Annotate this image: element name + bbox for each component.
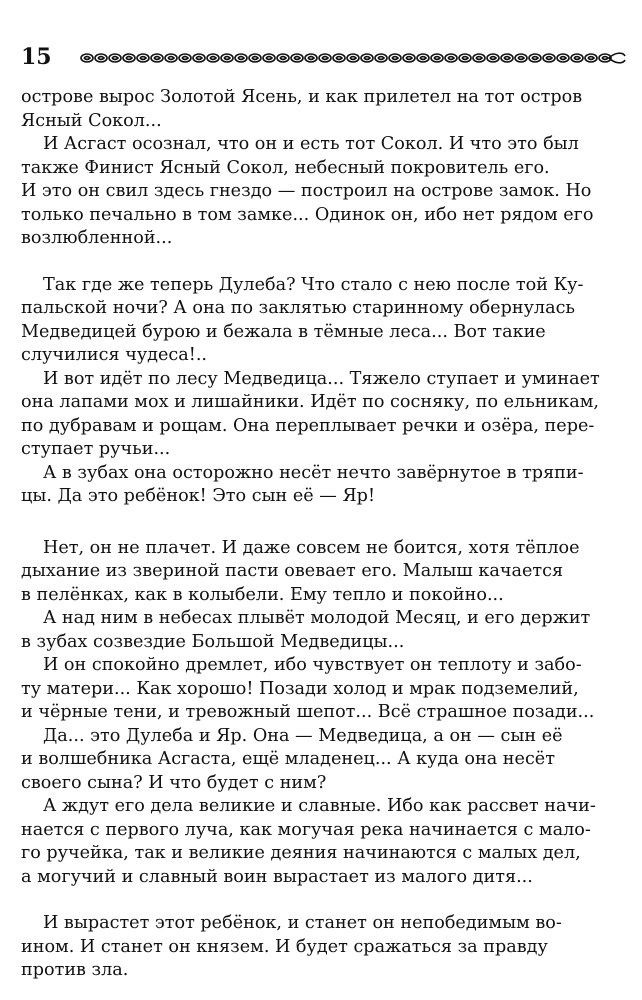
ornament-link [123, 54, 135, 62]
ornament-link [571, 54, 583, 62]
text-line: Так где же теперь Дулеба? Что стало с нею после той Ку- [43, 274, 584, 295]
text-line: А в зубах она осторожно несёт нечто завёрнутое в тряпи- [43, 462, 584, 483]
paragraph [21, 86, 623, 133]
paragraph [21, 725, 623, 796]
ornament-link [193, 54, 205, 62]
ornament-link-inner [462, 57, 468, 60]
ornament-link-inner [182, 57, 188, 60]
text-line: возлюбленной... [21, 228, 173, 248]
ornament-link-inner [378, 57, 384, 60]
decorative-border-ornament [79, 50, 627, 66]
ornament-link [249, 54, 261, 62]
paragraph [21, 795, 623, 889]
ornament-link [207, 54, 219, 62]
text-line: И Асгаст осознал, что он и есть тот Сокол. И что это был [43, 134, 579, 154]
ornament-link-inner [602, 57, 608, 60]
ornament-link-inner [448, 57, 454, 60]
paragraph-spacer [21, 889, 623, 912]
ornament-link-inner [546, 57, 552, 60]
ornament-link-inner [504, 57, 510, 60]
ornament-link-inner [210, 57, 216, 60]
ornament-link [137, 54, 149, 62]
ornament-link [333, 54, 345, 62]
ornament-link [277, 54, 289, 62]
ornament-link-inner [364, 57, 370, 60]
text-line: своего сына? И что будет с ним? [21, 772, 327, 793]
ornament-link [95, 54, 107, 62]
text-line: Да... это Дулеба и Яр. Она — Медведица, а он — сын её [43, 725, 563, 746]
ornament-link [319, 54, 331, 62]
ornament-link-inner [406, 57, 412, 60]
ornament-link-inner [476, 57, 482, 60]
text-line: Ясный Сокол... [21, 110, 162, 131]
ornament-link [585, 54, 597, 62]
text-line: ступает ручьи... [21, 439, 171, 459]
paragraph [21, 133, 623, 251]
ornament-link [431, 54, 443, 62]
ornament-link [403, 54, 415, 62]
ornament-link-inner [560, 57, 566, 60]
ornament-link [81, 54, 93, 62]
ornament-link [529, 54, 541, 62]
ornament-link [165, 54, 177, 62]
paragraph-spacer [21, 509, 623, 537]
text-line: в зубах созвездие Большой Медведицы... [21, 631, 405, 652]
ornament-link-inner [308, 57, 314, 60]
ornament-link [305, 54, 317, 62]
ornament-link [389, 54, 401, 62]
text-line: она лапами мох и лишайники. Идёт по сосняку, по ельникам, [21, 392, 600, 412]
ornament-link-inner [224, 57, 230, 60]
ornament-link-inner [420, 57, 426, 60]
page-number: 15 [21, 44, 52, 70]
text-line: Медведицей бурою и бежала в тёмные леса... Вот такие [21, 321, 546, 342]
ornament-link [543, 54, 555, 62]
ornament-link-inner [112, 57, 118, 60]
page-header [21, 44, 621, 74]
ornament-link-inner [574, 57, 580, 60]
ornament-link [151, 54, 163, 62]
ornament-link-inner [434, 57, 440, 60]
ornament-link-inner [392, 57, 398, 60]
ornament-link [501, 54, 513, 62]
ornament-link [179, 54, 191, 62]
ornament-link-inner [280, 57, 286, 60]
ornament-link [361, 54, 373, 62]
ornament-link [487, 54, 499, 62]
ornament-link [557, 54, 569, 62]
ornament-link [235, 54, 247, 62]
ornament-link [417, 54, 429, 62]
ornament-link [459, 54, 471, 62]
text-line: И вот идёт по лесу Медведица... Тяжело ступает и уминает [43, 368, 600, 389]
ornament-link-inner [336, 57, 342, 60]
ornament-link [445, 54, 457, 62]
ornament-link [291, 54, 303, 62]
text-line: Нет, он не плачет. И даже совсем не боится, хотя тёплое [43, 537, 580, 558]
paragraph [21, 368, 623, 462]
ornament-link-inner [266, 57, 272, 60]
ornament-link-inner [154, 57, 160, 60]
text-line: по дубравам и рощам. Она переплывает речки и озёра, пере- [21, 415, 595, 436]
text-line: против зла. [21, 960, 129, 980]
ornament-link-inner [350, 57, 356, 60]
text-line: нается с первого луча, как могучая река начинается с мало- [21, 819, 591, 840]
text-line: И вырастет этот ребёнок, и станет он непобедимым во- [43, 913, 562, 933]
ornament-link [515, 54, 527, 62]
paragraph [21, 607, 623, 654]
ornament-link-inner [518, 57, 524, 60]
paragraph [21, 654, 623, 725]
text-line: а могучий и славный воин вырастает из малого дитя... [21, 866, 533, 887]
ornament-link-inner [294, 57, 300, 60]
ornament-link [263, 54, 275, 62]
text-line: острове вырос Золотой Ясень, и как прилетел на тот остров [21, 87, 583, 107]
paragraph [21, 537, 623, 608]
ornament-link-inner [490, 57, 496, 60]
ornament-link [109, 54, 121, 62]
text-line: и чёрные тени, и тревожный шепот... Всё страшное позади... [21, 702, 595, 722]
ornament-link-inner [84, 57, 90, 60]
paragraph [21, 274, 623, 368]
text-line: А ждут его дела великие и славные. Ибо как рассвет начи- [43, 796, 596, 816]
ornament-link-inner [168, 57, 174, 60]
text-line: И он спокойно дремлет, ибо чувствует он теплоту и забо- [43, 655, 582, 675]
ornament-link [221, 54, 233, 62]
text-line: И это он свил здесь гнездо — построил на острове замок. Но [21, 181, 592, 201]
ornament-link-inner [238, 57, 244, 60]
ornament-link-inner [322, 57, 328, 60]
paragraph-spacer [21, 251, 623, 274]
ornament-link [375, 54, 387, 62]
text-line: дыхание из звериной пасти овевает его. Малыш качается [21, 561, 564, 581]
body-text [21, 86, 623, 983]
ornament-link-inner [98, 57, 104, 60]
ornament-link-inner [532, 57, 538, 60]
ornament-link-inner [140, 57, 146, 60]
ornament-link-inner [252, 57, 258, 60]
text-line: также Финист Ясный Сокол, небесный покровитель его. [21, 157, 550, 178]
text-line: пальской ночи? А она по заклятью старинному обернулась [21, 298, 576, 318]
text-line: случилися чудеса!.. [21, 345, 208, 365]
text-line: го ручейка, так и великие деяния начинаются с малых дел, [21, 843, 581, 863]
text-line: только печально в том замке... Одинок он, ибо нет рядом его [21, 204, 594, 225]
ornament-link-inner [126, 57, 132, 60]
ornament-link [347, 54, 359, 62]
text-line: в пелёнках, как в колыбели. Ему тепло и покойно... [21, 584, 504, 605]
text-line: цы. Да это ребёнок! Это сын её — Яр! [21, 486, 376, 506]
ornament-link-inner [196, 57, 202, 60]
paragraph [21, 462, 623, 509]
ornament-link [473, 54, 485, 62]
paragraph [21, 912, 623, 983]
text-line: ту матери... Как хорошо! Позади холод и мрак подземелий, [21, 678, 579, 699]
text-line: ином. И станет он князем. И будет сражаться за правду [21, 936, 548, 957]
ornament-link-inner [588, 57, 594, 60]
text-line: и волшебника Асгаста, ещё младенец... А куда она несёт [21, 749, 555, 769]
text-line: А над ним в небесах плывёт молодой Месяц, и его держит [43, 608, 591, 628]
